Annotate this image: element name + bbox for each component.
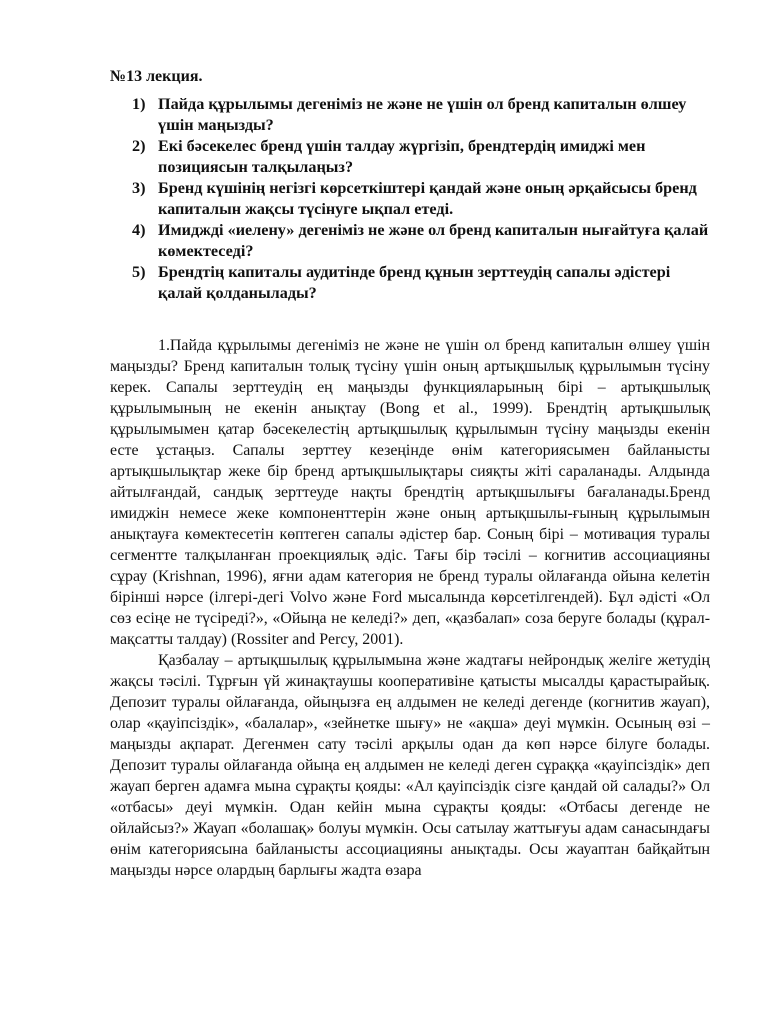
question-item: [132, 220, 710, 262]
question-number: 5): [132, 263, 146, 281]
body-paragraph: 1.Пайда құрылымы дегеніміз не және не үшін ол бренд капиталын өлшеу үшін маңызды? Бренд капиталын толық түсіну үшін оның артықшылық құрылымын түсіну керек. Сапалы зерттеудің ең маңызды функцияларының бірі – артықшылық құрылымының не екенін анықтау (Bong et al., 1999). Брендтің артықшылық құрылымымен қатар бәсекелестің артықшылық құрылымын түсіну маңызды екенін есте ұстаңыз. Сапалы зерттеу кезеңінде өнім категориясымен байланысты артықшылықтар жеке бір бренд артықшылықтары сияқты жіті сараланады. Алдында айтылғандай, сандық зерттеуде нақты брендтің артықшылығы бағаланады.Бренд имиджін немесе жеке компоненттерін және оның артықшылы-ғының құрылымын анықтауға көмектесетін көптеген сапалы әдістер бар. Соның бірі – мотивация туралы сегментте талқыланған проекциялық әдіс. Тағы бір тәсілі – когнитив ассоциацияны сұрау (Krishnan, 1996), яғни адам категория не бренд туралы ойлағанда ойына келетін бірінші нәрсе (ілгері-дегі Volvo және Ford мысалында көрсетілгендей). Бұл әдісті «Ол сөз есіңе не түсіреді?», «Ойыңа не келеді?» деп, «қазбалап» соза беруге болады (құрал-мақсатты талдау) (Rossiter and Percy, 2001).: [110, 337, 710, 648]
question-text: Екі бәсекелес бренд үшін талдау жүргізіп, брендтердің имиджі мен позициясын талқылаңыз?: [158, 137, 646, 176]
lecture-body: [110, 335, 710, 881]
question-number: 1): [132, 95, 146, 113]
question-item: [132, 94, 710, 136]
question-item: [132, 262, 710, 304]
question-text: Имиджді «иелену» дегеніміз не және ол бренд капиталын нығайтуға қалай көмектеседі?: [158, 221, 709, 260]
question-item: [132, 136, 710, 178]
question-item: [132, 178, 710, 220]
question-text: Бренд күшінің негізгі көрсеткіштері қандай және оның әрқайсысы бренд капиталын жақсы түсінуге ықпал етеді.: [158, 179, 697, 218]
question-list: [110, 94, 710, 304]
lecture-title: №13 лекция.: [110, 68, 203, 85]
question-text: Брендтің капиталы аудитінде бренд құнын зерттеудің сапалы әдістері қалай қолданылады?: [158, 263, 671, 302]
question-number: 3): [132, 179, 146, 197]
question-number: 2): [132, 137, 146, 155]
body-paragraph: Қазбалау – артықшылық құрылымына және жадтағы нейрондық желіге жетудің жақсы тәсілі. Тұрғын үй жинақтаушы кооперативіне қатысты мысалды қарастырайық. Депозит туралы ойлағанда, ойыңызға ең алдымен не келеді дегенде (когнитив жауап), олар «қауіпсіздік», «балалар», «зейнетке шығу» не «ақша» деуі мүмкін. Осының өзі – маңызды ақпарат. Дегенмен сату тәсілі арқылы одан да көп нәрсе білуге болады. Депозит туралы ойлағанда ойыңа ең алдымен не келеді деген сұраққа «қауіпсіздік» деп жауап берген адамға мына сұрақты қояды: «Ал қауіпсіздік сізге қандай ой салады?» Ол «отбасы» деуі мүмкін. Одан кейін мына сұрақты қояды: «Отбасы дегенде не ойлайсыз?» Жауап «болашақ» болуы мүмкін. Осы сатылау жаттығуы адам санасындағы өнім категориясына байланысты ассоциацияны анықтады. Осы жауаптан байқайтын маңызды нәрсе олардың барлығы жадта өзара: [110, 652, 710, 879]
question-number: 4): [132, 221, 146, 239]
question-text: Пайда құрылымы дегеніміз не және не үшін ол бренд капиталын өлшеу үшін маңызды?: [158, 95, 687, 134]
